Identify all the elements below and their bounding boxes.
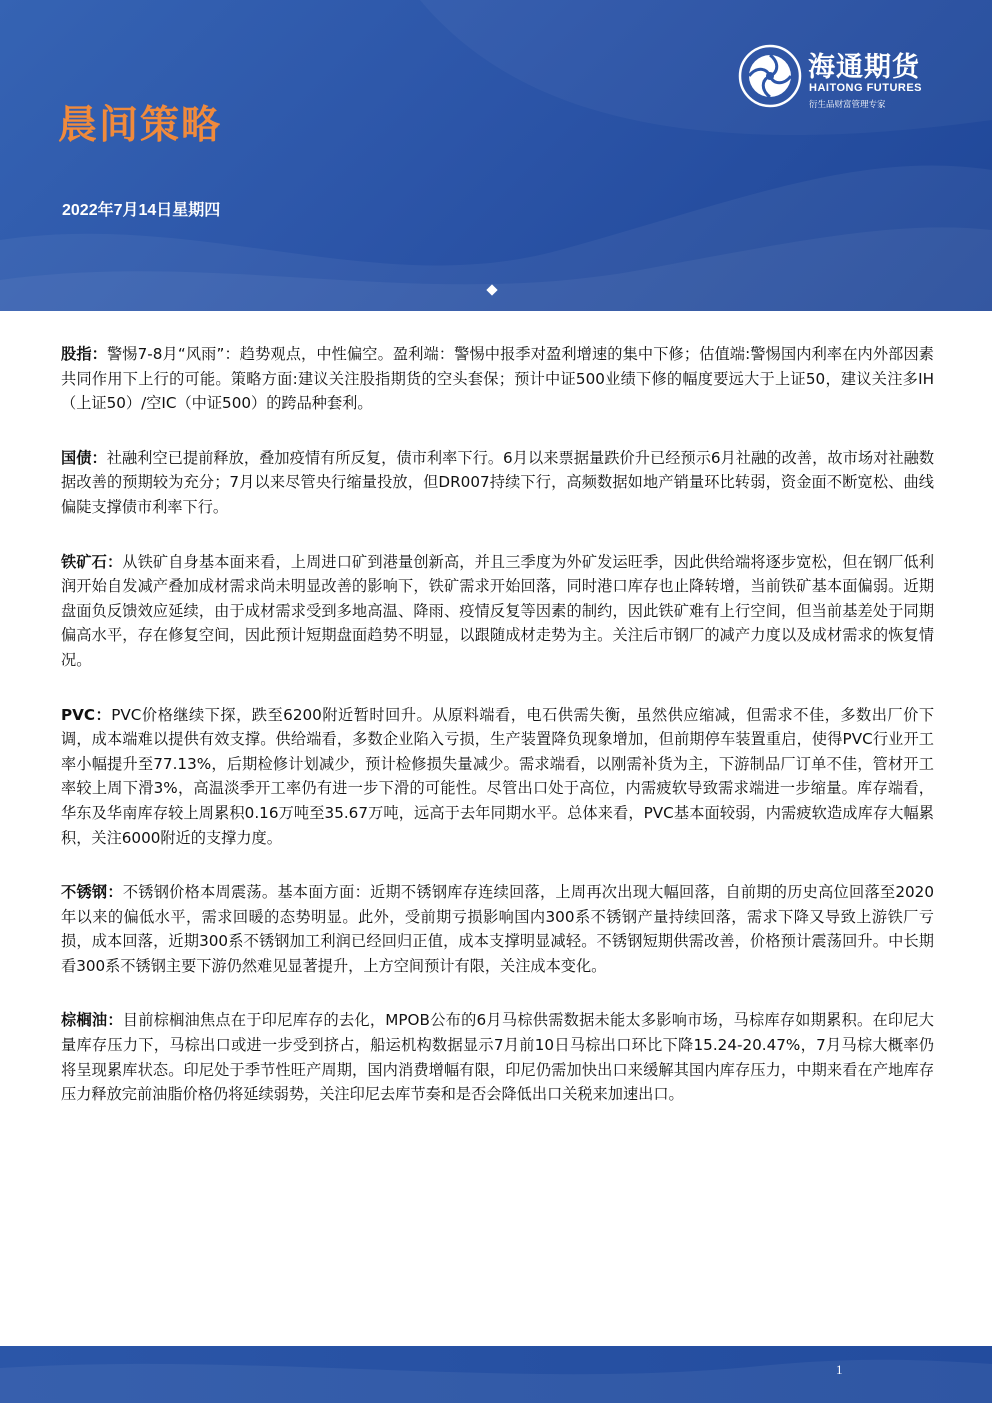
report-date: 2022年7月14日星期四 [62, 202, 221, 219]
page-number: 1 [836, 1362, 843, 1377]
section-label: 棕榈油： [61, 1011, 123, 1030]
logo-name-cn: 海通期货 [808, 52, 920, 83]
section-text: PVC价格继续下探，跌至6200附近暂时回升。从原料端看，电石供需失衡，虽然供应缩减，但需求不佳，多数出厂价下调，成本端难以提供有效支撑。供给端看，多数企业陷入亏损，生产装置降负现象增加，但前期停车装置重启，使得PVC行业开工率小幅提升至77.13%，后期检修计划减少，预计检修损失量减少。需求端看，以刚需补货为主，下游制品厂订单不佳，管材开工率较上周下滑3%，高温淡季开工率仍有进一步下滑的可能性。尽管出口处于高位，内需疲软导致需求端进一步缩量。库存端看，华东及华南库存较上周累积0.16万吨至35.67万吨，远高于去年同期水平。总体来看，PVC基本面较弱，内需疲软造成库存大幅累积，关注6000附近的支撑力度。 [61, 705, 935, 847]
section-text: 从铁矿自身基本面来看，上周进口矿到港量创新高，并且三季度为外矿发运旺季，因此供给端将逐步宽松，但在钢厂低利润开始自发减产叠加成材需求尚未明显改善的影响下，铁矿需求开始回落，同时港口库存也止降转增，当前铁矿基本面偏弱。近期盘面负反馈效应延续，由于成材需求受到多地高温、降雨、疫情反复等因素的制约，因此铁矿难有上行空间，但当前基差处于同期偏高水平，存在修复空间，因此预计短期盘面趋势不明显，以跟随成材走势为主。关注后市钢厂的减产力度以及成材需求的恢复情况。 [61, 552, 935, 669]
logo-slogan: 衍生品财富管理专家 [809, 100, 886, 110]
section-text: 不锈钢价格本周震荡。基本面方面：近期不锈钢库存连续回落，上周再次出现大幅回落，自前期的历史高位回落至2020年以来的偏低水平，需求回暖的态势明显。此外，受前期亏损影响国内300系不锈钢产量持续回落，需求下降又导致上游铁厂亏损，成本回落，近期300系不锈钢加工利润已经回归正值，成本支撑明显减轻。不锈钢短期供需改善，价格预计震荡回升。中长期看300系不锈钢主要下游仍然难见显著提升，上方空间预计有限，关注成本变化。 [61, 883, 935, 975]
section-treasury-bond [61, 446, 934, 520]
section-palm-oil [61, 1008, 934, 1106]
footer-bar [0, 1346, 992, 1403]
section-text: 目前棕榈油焦点在于印尼库存的去化，MPOB公布的6月马棕供需数据未能太多影响市场，马棕库存如期累积。在印尼大量库存压力下，马棕出口或进一步受到挤占，船运机构数据显示7月前10日马棕出口环比下降15.24-20.47%，7月马棕大概率仍将呈现累库状态。印尼处于季节性旺产周期，国内消费增幅有限，印尼仍需加快出口来缓解其国内库存压力，中期来看在产地库存压力释放完前油脂价格仍将延续弱势，关注印尼去库节奏和是否会降低出口关税来加速出口。 [61, 1011, 934, 1104]
section-label: PVC： [61, 705, 112, 724]
footer-wave-decoration [0, 1346, 992, 1403]
header-banner [0, 0, 992, 311]
section-label: 不锈钢： [61, 883, 123, 902]
section-label: 股指： [61, 345, 107, 363]
section-label: 国债： [61, 448, 107, 467]
report-body [61, 342, 934, 1137]
logo-name-en: HAITONG FUTURES [809, 82, 923, 94]
report-title: 晨间策略 [58, 102, 223, 148]
company-logo [738, 44, 958, 114]
section-text: 社融利空已提前释放，叠加疫情有所反复，债市利率下行。6月以来票据量跌价升已经预示6月社融的改善，故市场对社融数据改善的预期较为充分；7月以来尽管央行缩量投放，但DR007持续下行，高频数据如地产销量环比转弱，资金面不断宽松、曲线偏陡支撑债市利率下行。 [61, 448, 935, 516]
section-stainless-steel [61, 880, 934, 978]
section-text: 警惕7-8月“风雨”：趋势观点，中性偏空。盈利端：警惕中报季对盈利增速的集中下修；估值端:警惕国内利率在内外部因素共同作用下上行的可能。策略方面:建议关注股指期货的空头套保；预计中证500业绩下修的幅度要远大于上证50，建议关注多IH（上证50）/空IC（中证500）的跨品种套利。 [61, 345, 934, 413]
section-iron-ore [61, 550, 934, 673]
section-label: 铁矿石： [61, 552, 123, 571]
section-stock-index [61, 342, 934, 416]
logo-emblem-icon [738, 44, 802, 108]
section-pvc [61, 703, 934, 851]
